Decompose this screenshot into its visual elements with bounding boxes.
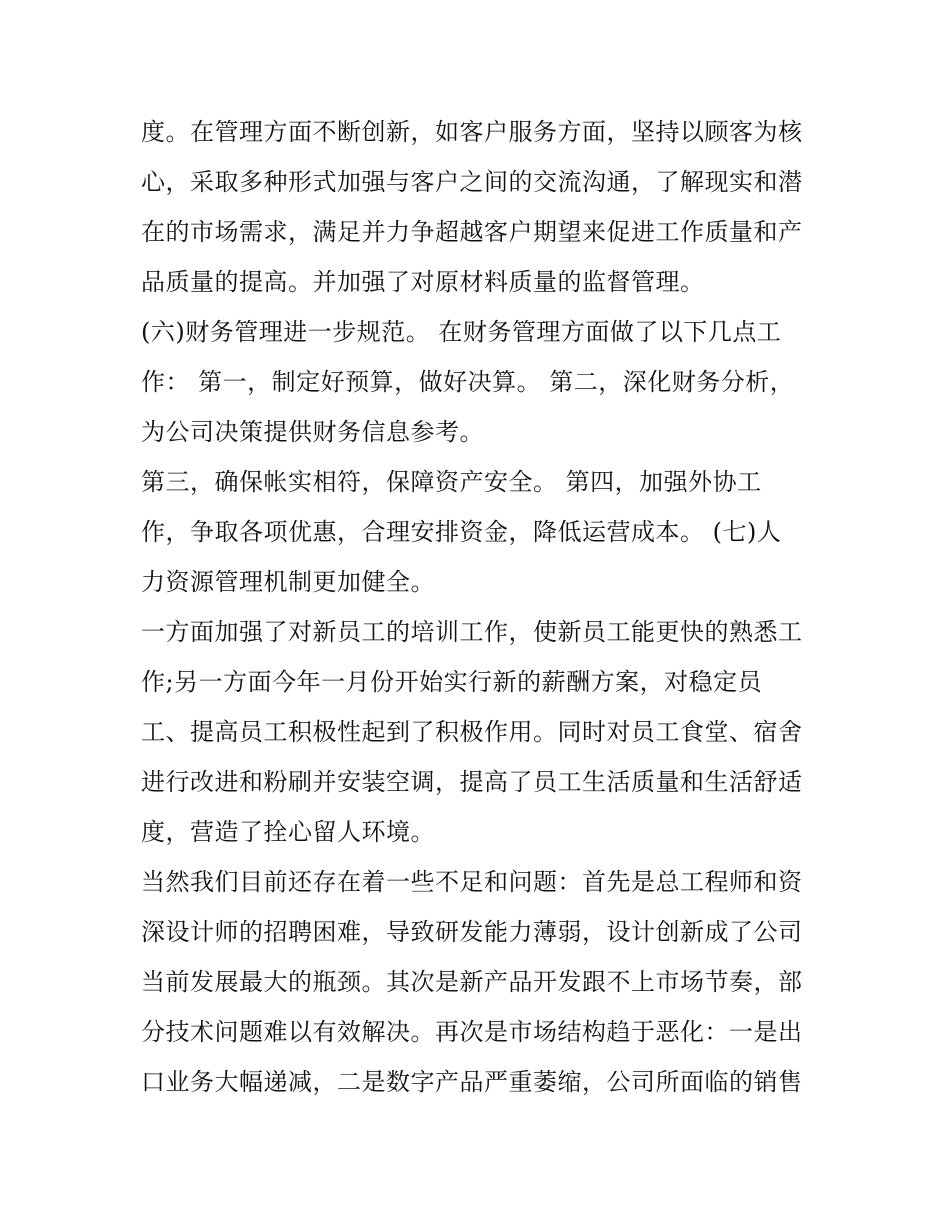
text-line: 深设计师的招聘困难，导致研发能力薄弱，设计创新成了公司 xyxy=(141,918,803,946)
text-line: 为公司决策提供财务信息参考。 xyxy=(141,418,484,446)
text-line: 度。在管理方面不断创新，如客户服务方面，坚持以顾客为核 xyxy=(141,118,803,146)
text-line: 作： 第一，制定好预算，做好决算。 第二，深化财务分析， xyxy=(141,368,795,396)
text-line: 分技术问题难以有效解决。再次是市场结构趋于恶化：一是出 xyxy=(141,1018,803,1046)
document-body xyxy=(141,107,821,1107)
text-line: 第三，确保帐实相符，保障资产安全。 第四，加强外协工 xyxy=(141,468,762,496)
text-line: 一方面加强了对新员工的培训工作，使新员工能更快的熟悉工 xyxy=(141,618,803,646)
text-line: 品质量的提高。并加强了对原材料质量的监督管理。 xyxy=(141,268,705,296)
text-line: 在的市场需求，满足并力争超越客户期望来促进工作质量和产 xyxy=(141,218,803,246)
text-line: 当前发展最大的瓶颈。其次是新产品开发跟不上市场节奏，部 xyxy=(141,968,803,996)
text-line: 进行改进和粉刷并安装空调，提高了员工生活质量和生活舒适 xyxy=(141,768,803,796)
text-line: (六)财务管理进一步规范。 在财务管理方面做了以下几点工 xyxy=(141,318,782,346)
text-line: 度，营造了拴心留人环境。 xyxy=(141,818,435,846)
text-line: 工、提高员工积极性起到了积极作用。同时对员工食堂、宿舍 xyxy=(141,718,803,746)
text-line: 作;另一方面今年一月份开始实行新的薪酬方案，对稳定员 xyxy=(141,668,763,696)
text-line: 心，采取多种形式加强与客户之间的交流沟通，了解现实和潜 xyxy=(141,168,803,196)
text-line: 力资源管理机制更加健全。 xyxy=(141,568,435,596)
text-line: 当然我们目前还存在着一些不足和问题：首先是总工程师和资 xyxy=(141,868,803,896)
text-line: 口业务大幅递减，二是数字产品严重萎缩，公司所面临的销售 xyxy=(141,1068,803,1096)
text-line: 作，争取各项优惠，合理安排资金，降低运营成本。 (七)人 xyxy=(141,518,782,546)
